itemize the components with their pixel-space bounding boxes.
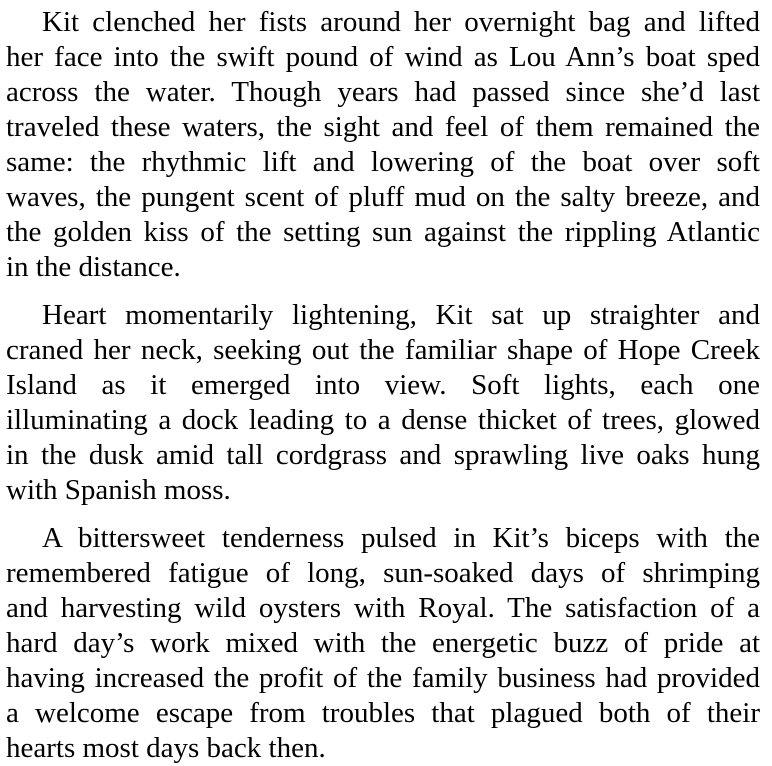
paragraph (6, 521, 760, 766)
text-line: illuminating a dock leading to a dense thicket of trees, glowed (6, 404, 760, 436)
page-text (6, 5, 760, 766)
text-line: remembered fatigue of long, sun-soaked days of shrimping (6, 557, 760, 589)
text-line: Kit clenched her fists around her overnight bag and lifted (42, 6, 760, 38)
text-line: same: the rhythmic lift and lowering of the boat over soft (6, 146, 760, 178)
text-line: A bittersweet tenderness pulsed in Kit’s biceps with the (42, 522, 760, 554)
text-line: Heart momentarily lightening, Kit sat up straighter and (42, 299, 760, 331)
text-line: with Spanish moss. (6, 474, 231, 506)
text-line: hearts most days back then. (6, 732, 326, 764)
text-line: hard day’s work mixed with the energetic buzz of pride at (6, 627, 760, 659)
text-line: waves, the pungent scent of pluff mud on the salty breeze, and (6, 181, 760, 213)
text-line: in the dusk amid tall cordgrass and sprawling live oaks hung (6, 439, 760, 471)
text-line: across the water. Though years had passed since she’d last (6, 76, 760, 108)
text-line: having increased the profit of the family business had provided (6, 662, 760, 694)
text-line: Island as it emerged into view. Soft lights, each one (6, 369, 760, 401)
text-line: in the distance. (6, 251, 181, 283)
text-line: traveled these waters, the sight and feel of them remained the (6, 111, 760, 143)
paragraph (6, 298, 760, 508)
paragraph (6, 5, 760, 285)
text-line: craned her neck, seeking out the familiar shape of Hope Creek (6, 334, 760, 366)
text-line: a welcome escape from troubles that plagued both of their (6, 697, 760, 729)
text-line: and harvesting wild oysters with Royal. The satisfaction of a (6, 592, 760, 624)
text-line: the golden kiss of the setting sun against the rippling Atlantic (6, 216, 760, 248)
text-line: her face into the swift pound of wind as Lou Ann’s boat sped (6, 41, 760, 73)
